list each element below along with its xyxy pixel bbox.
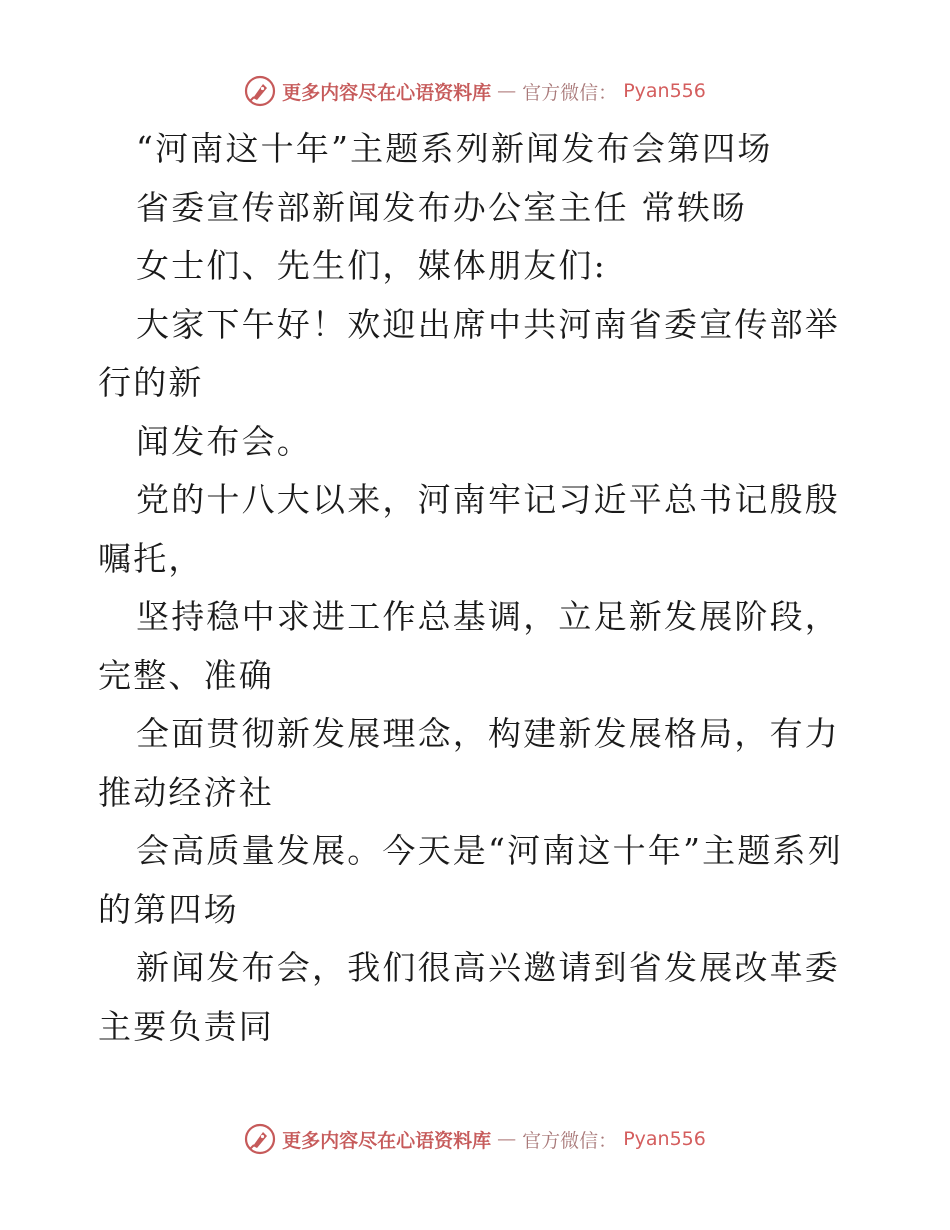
watermark-title: 更多内容尽在心语资料库 bbox=[282, 1129, 492, 1152]
doc-paragraph: “河南这十年”主题系列新闻发布会第四场 bbox=[136, 129, 773, 168]
pen-nib-logo-icon bbox=[244, 1123, 276, 1155]
pen-nib-logo-icon bbox=[244, 75, 276, 107]
watermark-wechat-label: 官方微信： bbox=[522, 81, 618, 104]
watermark-wechat-label: 官方微信： bbox=[522, 1129, 618, 1152]
doc-paragraph: 闻发布会。 bbox=[136, 421, 312, 461]
doc-paragraph: 大家下午好！欢迎出席中共河南省委宣传部举行的新 bbox=[98, 304, 840, 402]
watermark-separator: — bbox=[497, 1128, 517, 1150]
watermark-wechat-id: Pyan556 bbox=[623, 1128, 706, 1150]
doc-paragraph: 会高质量发展。今天是“河南这十年”主题系列的第四场 bbox=[98, 831, 843, 929]
doc-paragraph: 坚持稳中求进工作总基调，立足新发展阶段，完整、准确 bbox=[98, 597, 840, 695]
footer-watermark bbox=[0, 1119, 950, 1159]
header-watermark bbox=[0, 71, 950, 111]
document-body bbox=[98, 120, 858, 1056]
doc-paragraph: 省委宣传部新闻发布办公室主任 常轶旸 bbox=[136, 187, 748, 227]
doc-paragraph: 女士们、先生们，媒体朋友们: bbox=[136, 246, 607, 285]
watermark-title: 更多内容尽在心语资料库 bbox=[282, 81, 492, 104]
doc-paragraph: 新闻发布会，我们很高兴邀请到省发展改革委主要负责同 bbox=[98, 948, 840, 1046]
doc-paragraph: 全面贯彻新发展理念，构建新发展格局，有力推动经济社 bbox=[98, 714, 840, 812]
watermark-separator: — bbox=[497, 80, 517, 102]
doc-paragraph: 党的十八大以来，河南牢记习近平总书记殷殷嘱托， bbox=[98, 480, 840, 578]
watermark-wechat-id: Pyan556 bbox=[623, 80, 706, 102]
